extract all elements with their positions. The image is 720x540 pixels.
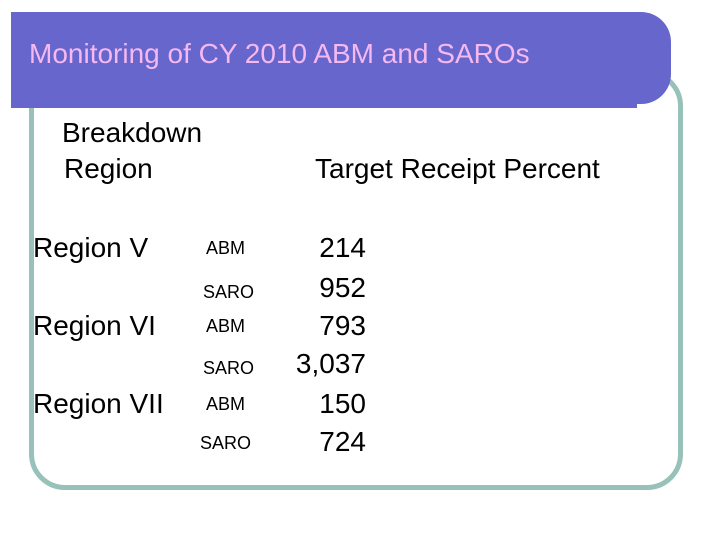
row-type: ABM — [206, 316, 246, 336]
header-region: Region — [64, 153, 153, 184]
header-columns: Target Receipt Percent — [315, 153, 600, 184]
header-breakdown: Breakdown — [62, 117, 203, 148]
row-type: ABM — [206, 394, 246, 414]
row-region: Region VI — [33, 310, 156, 341]
row-region: Region VII — [33, 388, 164, 419]
row-value: 724 — [319, 426, 366, 457]
row-type: SARO — [203, 358, 255, 378]
row-type: SARO — [200, 433, 252, 453]
row-type: ABM — [206, 238, 246, 258]
row-value: 214 — [319, 232, 366, 263]
slide-title: Monitoring of CY 2010 ABM and SAROs — [29, 38, 530, 69]
row-value: 150 — [319, 388, 366, 419]
row-region: Region V — [33, 232, 149, 263]
row-value: 3,037 — [295, 348, 366, 379]
row-value: 952 — [319, 272, 366, 303]
title-underline — [11, 104, 637, 108]
row-type: SARO — [203, 282, 255, 302]
row-value: 793 — [319, 310, 366, 341]
